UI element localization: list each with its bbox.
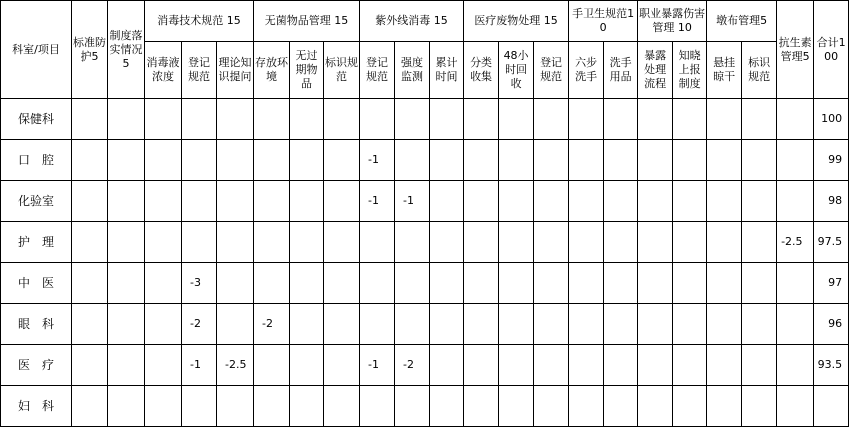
deduction-cell [777,99,814,140]
deduction-cell [534,222,569,263]
deduction-cell [290,99,324,140]
deduction-cell [360,304,395,345]
deduction-cell [534,181,569,222]
total-score-cell: 96 [814,304,849,345]
deduction-cell [145,345,182,386]
total-score-cell: 98 [814,181,849,222]
deduction-cell [464,222,499,263]
deduction-cell [464,345,499,386]
subheader: 48小时回收 [499,42,534,99]
deduction-cell [638,99,673,140]
table-row [1,140,849,181]
deduction-cell [145,140,182,181]
deduction-cell [182,222,217,263]
deduction-cell [707,99,742,140]
table-row [1,99,849,140]
deduction-cell [569,304,604,345]
deduction-cell [742,222,777,263]
subheader: 标识规范 [742,42,777,99]
deduction-cell [464,304,499,345]
deduction-cell [430,181,464,222]
deduction-cell [673,99,707,140]
deduction-cell [569,345,604,386]
deduction-cell [254,181,290,222]
deduction-cell [360,386,395,427]
deduction-cell [182,386,217,427]
deduction-cell [604,386,638,427]
deduction-cell [638,222,673,263]
deduction-cell [72,386,108,427]
deduction-cell: -2.5 [777,222,814,263]
deduction-cell [324,304,360,345]
deduction-cell: -1 [360,140,395,181]
deduction-cell [604,140,638,181]
deduction-cell [324,386,360,427]
deduction-cell [72,99,108,140]
deduction-cell [638,304,673,345]
department-name: 中 医 [1,263,72,304]
header-hand-hygiene: 手卫生规范10 [569,1,638,42]
total-score-cell: 97.5 [814,222,849,263]
deduction-cell [430,263,464,304]
deduction-cell [324,99,360,140]
deduction-cell: -2 [254,304,290,345]
deduction-cell [254,263,290,304]
deduction-cell [360,99,395,140]
deduction-cell [638,386,673,427]
deduction-cell [217,304,254,345]
header-uv-disinfection: 紫外线消毒 15 [360,1,464,42]
deduction-cell [638,181,673,222]
department-name: 妇 科 [1,386,72,427]
deduction-cell [707,263,742,304]
deduction-cell [72,222,108,263]
header-mop-management: 墩布管理5 [707,1,777,42]
deduction-cell [777,304,814,345]
subheader: 登记规范 [360,42,395,99]
deduction-cell [430,345,464,386]
deduction-cell [777,386,814,427]
department-name: 保健科 [1,99,72,140]
deduction-cell [254,386,290,427]
deduction-cell [254,140,290,181]
subheader: 悬挂晾干 [707,42,742,99]
deduction-cell: -1 [182,345,217,386]
subheader: 六步洗手 [569,42,604,99]
deduction-cell [707,386,742,427]
header-medical-waste: 医疗废物处理 15 [464,1,569,42]
deduction-cell [217,99,254,140]
deduction-cell [777,263,814,304]
deduction-cell [217,140,254,181]
deduction-cell [254,345,290,386]
header-antibiotic-management: 抗生素管理5 [777,1,814,99]
deduction-cell [430,140,464,181]
header-occupational-exposure: 职业暴露伤害管理 10 [638,1,707,42]
deduction-cell [108,345,145,386]
deduction-cell [108,140,145,181]
deduction-cell [742,304,777,345]
deduction-cell [182,181,217,222]
total-score-cell: 99 [814,140,849,181]
deduction-cell [324,345,360,386]
deduction-cell [499,386,534,427]
department-name: 眼 科 [1,304,72,345]
deduction-cell [395,140,430,181]
deduction-cell [638,263,673,304]
subheader: 登记规范 [534,42,569,99]
deduction-cell [673,222,707,263]
deduction-cell [604,304,638,345]
deduction-cell [707,304,742,345]
deduction-cell [464,263,499,304]
deduction-cell [324,222,360,263]
deduction-cell [707,140,742,181]
deduction-cell [499,99,534,140]
deduction-cell [324,181,360,222]
deduction-cell [707,181,742,222]
deduction-cell [638,140,673,181]
deduction-cell [707,222,742,263]
deduction-cell [742,99,777,140]
deduction-cell [108,263,145,304]
deduction-cell [534,263,569,304]
deduction-cell [742,386,777,427]
deduction-cell [217,386,254,427]
deduction-cell [499,345,534,386]
deduction-cell: -1 [360,345,395,386]
deduction-cell [395,263,430,304]
deduction-cell [569,222,604,263]
department-name: 医 疗 [1,345,72,386]
deduction-cell [673,386,707,427]
deduction-cell [673,181,707,222]
deduction-cell [569,181,604,222]
deduction-cell [499,263,534,304]
deduction-cell [707,345,742,386]
deduction-cell [464,140,499,181]
deduction-cell [290,263,324,304]
deduction-cell [108,386,145,427]
header-total: 合计100 [814,1,849,99]
deduction-cell [360,222,395,263]
deduction-cell [604,99,638,140]
deduction-cell [534,304,569,345]
deduction-cell [534,345,569,386]
deduction-cell [395,222,430,263]
deduction-cell: -1 [395,181,430,222]
deduction-cell [430,386,464,427]
table-row [1,345,849,386]
deduction-cell [254,222,290,263]
table-row [1,386,849,427]
total-score-cell [814,386,849,427]
deduction-cell [569,386,604,427]
deduction-cell [464,99,499,140]
department-name: 护 理 [1,222,72,263]
deduction-cell [464,386,499,427]
deduction-cell [145,181,182,222]
table-row [1,263,849,304]
deduction-cell [395,386,430,427]
deduction-cell [290,386,324,427]
deduction-cell [777,345,814,386]
deduction-cell [569,140,604,181]
subheader: 知晓上报制度 [673,42,707,99]
deduction-cell [604,345,638,386]
subheader: 暴露处理流程 [638,42,673,99]
total-score-cell: 97 [814,263,849,304]
deduction-cell [604,222,638,263]
deduction-cell [499,181,534,222]
deduction-cell [108,304,145,345]
department-name: 口 腔 [1,140,72,181]
department-name: 化验室 [1,181,72,222]
deduction-cell [777,181,814,222]
deduction-cell [72,140,108,181]
table-row [1,181,849,222]
deduction-cell [290,140,324,181]
header-row-groups [1,1,849,42]
deduction-cell [145,386,182,427]
deduction-cell: -1 [360,181,395,222]
deduction-cell [108,222,145,263]
subheader: 理论知识提问 [217,42,254,99]
table-row [1,304,849,345]
deduction-cell [395,304,430,345]
deduction-cell [604,181,638,222]
subheader: 消毒液浓度 [145,42,182,99]
deduction-cell [534,386,569,427]
subheader: 累计时间 [430,42,464,99]
deduction-cell [534,140,569,181]
header-standard-protection: 标准防护5 [72,1,108,99]
deduction-cell [430,222,464,263]
subheader: 洗手用品 [604,42,638,99]
deduction-cell [182,140,217,181]
deduction-cell [145,222,182,263]
deduction-cell: -3 [182,263,217,304]
deduction-cell [217,222,254,263]
subheader: 登记规范 [182,42,217,99]
deduction-cell [108,99,145,140]
deduction-cell [145,263,182,304]
deduction-cell [742,263,777,304]
deduction-cell [360,263,395,304]
header-sterile-items: 无菌物品管理 15 [254,1,360,42]
deduction-cell [430,99,464,140]
deduction-cell: -2.5 [217,345,254,386]
subheader: 强度监测 [395,42,430,99]
deduction-cell [499,304,534,345]
deduction-cell [638,345,673,386]
deduction-cell [72,345,108,386]
deduction-cell [145,304,182,345]
deduction-cell [604,263,638,304]
deduction-cell [72,263,108,304]
deduction-cell [108,181,145,222]
subheader: 存放环境 [254,42,290,99]
deduction-cell [290,345,324,386]
deduction-cell: -2 [182,304,217,345]
deduction-cell [742,181,777,222]
deduction-cell [290,304,324,345]
deduction-cell [72,304,108,345]
deduction-cell [430,304,464,345]
deduction-cell [145,99,182,140]
deduction-cell [217,263,254,304]
deduction-cell [742,345,777,386]
subheader: 分类收集 [464,42,499,99]
subheader: 无过期物品 [290,42,324,99]
total-score-cell: 100 [814,99,849,140]
deduction-cell [217,181,254,222]
total-score-cell: 93.5 [814,345,849,386]
deduction-cell [464,181,499,222]
deduction-cell [673,140,707,181]
deduction-cell [673,263,707,304]
deduction-cell: -2 [395,345,430,386]
deduction-cell [290,181,324,222]
subheader: 标识规范 [324,42,360,99]
deduction-cell [254,99,290,140]
header-department-item: 科室/项目 [1,1,72,99]
deduction-cell [499,222,534,263]
deduction-cell [72,181,108,222]
header-disinfection-technique: 消毒技术规范 15 [145,1,254,42]
deduction-cell [324,263,360,304]
table-body [1,99,849,427]
deduction-cell [534,99,569,140]
deduction-cell [777,140,814,181]
deduction-cell [499,140,534,181]
deduction-cell [742,140,777,181]
deduction-cell [290,222,324,263]
header-system-implementation: 制度落实情况5 [108,1,145,99]
deduction-cell [395,99,430,140]
deduction-cell [569,263,604,304]
deduction-cell [673,345,707,386]
deduction-cell [673,304,707,345]
table-row [1,222,849,263]
deduction-cell [569,99,604,140]
deduction-cell [182,99,217,140]
deduction-cell [324,140,360,181]
